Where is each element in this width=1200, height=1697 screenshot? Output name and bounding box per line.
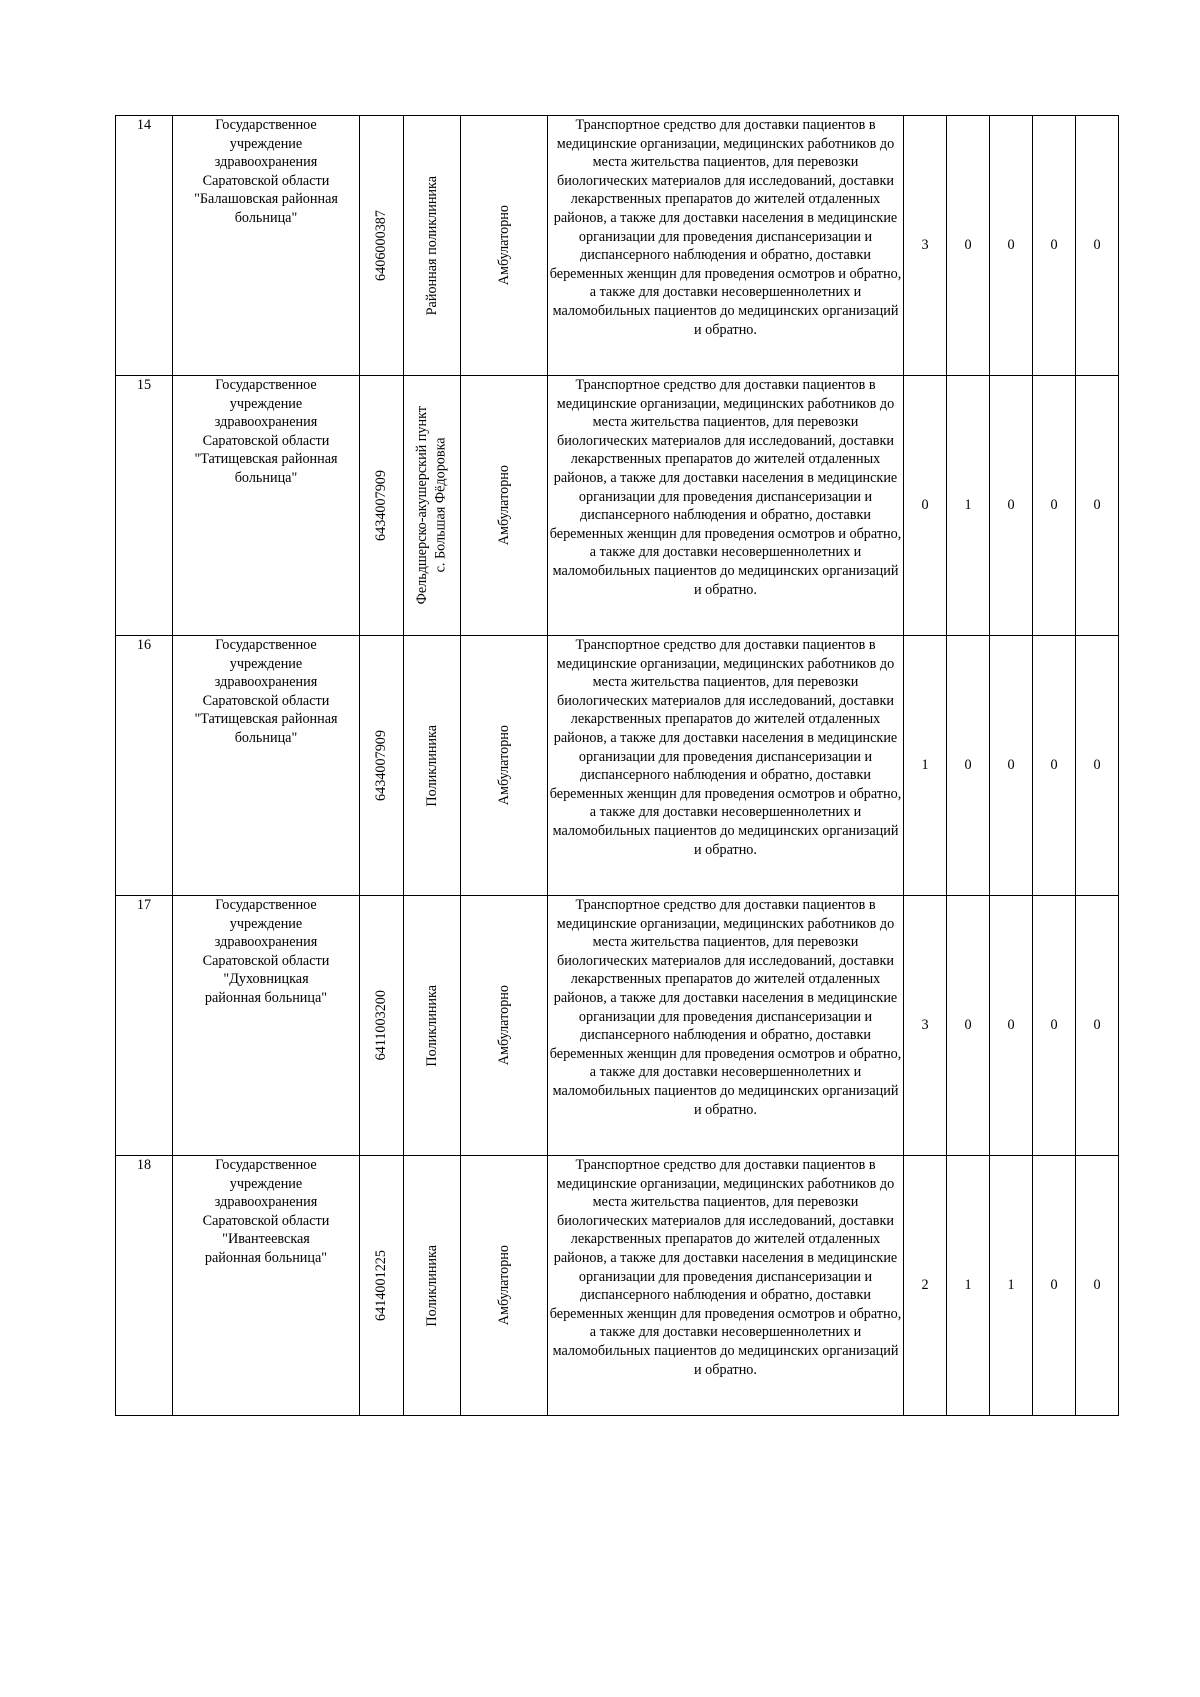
organization-name-line: "Ивантеевская bbox=[222, 1231, 310, 1248]
organization-name-line: Государственное bbox=[215, 1157, 317, 1173]
organization-name-line: Саратовской области bbox=[202, 432, 330, 449]
value-cell-4: 0 bbox=[1033, 636, 1076, 896]
organization-name-line: здравоохранения bbox=[214, 674, 318, 691]
care-condition: Амбулаторно bbox=[461, 116, 548, 376]
value-cell-1: 2 bbox=[904, 1156, 947, 1416]
care-condition: Амбулаторно bbox=[461, 636, 548, 896]
unit-name-line: Поликлиника bbox=[423, 1244, 440, 1327]
value-cell-4: 0 bbox=[1033, 376, 1076, 636]
inn-code: 6411003200 bbox=[360, 896, 404, 1156]
value-cell-1: 3 bbox=[904, 116, 947, 376]
row-number: 18 bbox=[116, 1156, 173, 1416]
unit-name bbox=[404, 116, 461, 376]
organization-name-line: учреждение bbox=[229, 135, 303, 152]
value-cell-2: 0 bbox=[947, 116, 990, 376]
organization-name-line: "Татищевская районная bbox=[194, 451, 338, 468]
value-cell-3: 0 bbox=[990, 116, 1033, 376]
organization-name-line: больница" bbox=[234, 729, 298, 746]
organization-name-line: учреждение bbox=[229, 395, 303, 412]
value-cell-5: 0 bbox=[1076, 1156, 1119, 1416]
unit-name-line: Фельдшерско-акушерский пункт bbox=[414, 406, 431, 605]
table-row bbox=[116, 636, 1119, 896]
unit-name-line: Поликлиника bbox=[423, 724, 440, 807]
organization-name-line: здравоохранения bbox=[214, 154, 318, 171]
inn-code: 6414001225 bbox=[360, 1156, 404, 1416]
vehicle-purpose: Транспортное средство для доставки пациентов в медицинские организации, медицинских работников до места жительства пациентов, для перевозки биологических материалов для исследований, доставки лекарственных препаратов до жителей отдаленных районов, а также для доставки населения в медицинские организации для проведения диспансеризации и диспансерного наблюдения и обратно, доставки беременных женщин для проведения осмотров и обратно, а также для доставки несовершеннолетних и маломобильных пациентов до медицинских организаций и обратно. bbox=[548, 116, 904, 376]
organization-name-line: больница" bbox=[234, 469, 298, 486]
value-cell-4: 0 bbox=[1033, 896, 1076, 1156]
table-row bbox=[116, 896, 1119, 1156]
inn-code: 6434007909 bbox=[360, 376, 404, 636]
value-cell-5: 0 bbox=[1076, 636, 1119, 896]
unit-name bbox=[404, 376, 461, 636]
value-cell-2: 0 bbox=[947, 896, 990, 1156]
vehicle-purpose: Транспортное средство для доставки пациентов в медицинские организации, медицинских работников до места жительства пациентов, для перевозки биологических материалов для исследований, доставки лекарственных препаратов до жителей отдаленных районов, а также для доставки населения в медицинские организации для проведения диспансеризации и диспансерного наблюдения и обратно, доставки беременных женщин для проведения осмотров и обратно, а также для доставки несовершеннолетних и маломобильных пациентов до медицинских организаций и обратно. bbox=[548, 376, 904, 636]
organization-name-line: районная больница" bbox=[204, 989, 328, 1006]
value-cell-2: 1 bbox=[947, 376, 990, 636]
organization-name-line: Саратовской области bbox=[202, 952, 330, 969]
vehicle-purpose: Транспортное средство для доставки пациентов в медицинские организации, медицинских работников до места жительства пациентов, для перевозки биологических материалов для исследований, доставки лекарственных препаратов до жителей отдаленных районов, а также для доставки населения в медицинские организации для проведения диспансеризации и диспансерного наблюдения и обратно, доставки беременных женщин для проведения осмотров и обратно, а также для доставки несовершеннолетних и маломобильных пациентов до медицинских организаций и обратно. bbox=[548, 636, 904, 896]
organization-name-line: учреждение bbox=[229, 655, 303, 672]
organization-name bbox=[173, 376, 360, 636]
organization-name-line: Государственное bbox=[215, 117, 317, 133]
unit-name bbox=[404, 1156, 461, 1416]
value-cell-5: 0 bbox=[1076, 896, 1119, 1156]
organization-name-line: Государственное bbox=[215, 897, 317, 913]
value-cell-5: 0 bbox=[1076, 116, 1119, 376]
row-number: 16 bbox=[116, 636, 173, 896]
unit-name bbox=[404, 896, 461, 1156]
organization-name-line: районная больница" bbox=[204, 1249, 328, 1266]
care-condition: Амбулаторно bbox=[461, 896, 548, 1156]
organization-name-line: учреждение bbox=[229, 915, 303, 932]
table-body bbox=[116, 116, 1119, 1416]
row-number: 14 bbox=[116, 116, 173, 376]
row-number: 17 bbox=[116, 896, 173, 1156]
organization-name bbox=[173, 116, 360, 376]
value-cell-3: 0 bbox=[990, 896, 1033, 1156]
care-condition: Амбулаторно bbox=[461, 1156, 548, 1416]
unit-name-line: Районная поликлиника bbox=[423, 175, 440, 316]
unit-name-line: Поликлиника bbox=[423, 984, 440, 1067]
row-number: 15 bbox=[116, 376, 173, 636]
value-cell-1: 0 bbox=[904, 376, 947, 636]
value-cell-4: 0 bbox=[1033, 1156, 1076, 1416]
organization-name-line: Государственное bbox=[215, 637, 317, 653]
organization-name-line: Саратовской области bbox=[202, 692, 330, 709]
value-cell-1: 1 bbox=[904, 636, 947, 896]
organization-name-line: Саратовской области bbox=[202, 1212, 330, 1229]
unit-name-line: с. Большая Фёдоровка bbox=[433, 438, 449, 573]
value-cell-4: 0 bbox=[1033, 116, 1076, 376]
organization-name-line: Государственное bbox=[215, 377, 317, 393]
inn-code: 6406000387 bbox=[360, 116, 404, 376]
organization-name-line: здравоохранения bbox=[214, 1194, 318, 1211]
inn-code: 6434007909 bbox=[360, 636, 404, 896]
organization-name-line: больница" bbox=[234, 209, 298, 226]
organization-name-line: "Балашовская районная bbox=[194, 191, 338, 208]
table-row bbox=[116, 376, 1119, 636]
organization-name bbox=[173, 896, 360, 1156]
value-cell-2: 0 bbox=[947, 636, 990, 896]
organization-name-line: учреждение bbox=[229, 1175, 303, 1192]
vehicle-purpose: Транспортное средство для доставки пациентов в медицинские организации, медицинских работников до места жительства пациентов, для перевозки биологических материалов для исследований, доставки лекарственных препаратов до жителей отдаленных районов, а также для доставки населения в медицинские организации для проведения диспансеризации и диспансерного наблюдения и обратно, доставки беременных женщин для проведения осмотров и обратно, а также для доставки несовершеннолетних и маломобильных пациентов до медицинских организаций и обратно. bbox=[548, 1156, 904, 1416]
table-row bbox=[116, 116, 1119, 376]
value-cell-3: 0 bbox=[990, 636, 1033, 896]
table-row bbox=[116, 1156, 1119, 1416]
value-cell-1: 3 bbox=[904, 896, 947, 1156]
care-condition: Амбулаторно bbox=[461, 376, 548, 636]
organization-name-line: "Духовницкая bbox=[223, 971, 309, 988]
value-cell-3: 1 bbox=[990, 1156, 1033, 1416]
organization-name-line: "Татищевская районная bbox=[194, 711, 338, 728]
organization-name-line: Саратовской области bbox=[202, 172, 330, 189]
value-cell-5: 0 bbox=[1076, 376, 1119, 636]
organization-name-line: здравоохранения bbox=[214, 414, 318, 431]
organization-name bbox=[173, 1156, 360, 1416]
value-cell-3: 0 bbox=[990, 376, 1033, 636]
organization-name-line: здравоохранения bbox=[214, 934, 318, 951]
value-cell-2: 1 bbox=[947, 1156, 990, 1416]
vehicle-allocation-table bbox=[115, 115, 1119, 1416]
vehicle-purpose: Транспортное средство для доставки пациентов в медицинские организации, медицинских работников до места жительства пациентов, для перевозки биологических материалов для исследований, доставки лекарственных препаратов до жителей отдаленных районов, а также для доставки населения в медицинские организации для проведения диспансеризации и диспансерного наблюдения и обратно, доставки беременных женщин для проведения осмотров и обратно, а также для доставки несовершеннолетних и маломобильных пациентов до медицинских организаций и обратно. bbox=[548, 896, 904, 1156]
unit-name bbox=[404, 636, 461, 896]
organization-name bbox=[173, 636, 360, 896]
